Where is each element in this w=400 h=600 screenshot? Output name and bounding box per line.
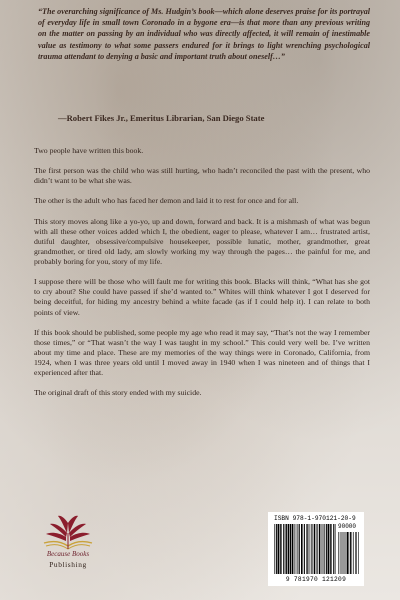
barcode-bar xyxy=(338,532,339,574)
barcode-bar xyxy=(358,532,359,574)
barcode-bar xyxy=(314,524,316,574)
barcode-bar xyxy=(331,524,332,574)
barcode-bar xyxy=(285,524,286,574)
barcode-bar xyxy=(323,524,324,574)
barcode-bar xyxy=(306,524,307,574)
paragraph-4: This story moves along like a yo-yo, up and down, forward and back. It is a mishmash of what was begun with all these other voices added which I, the obedient, eager to please, whatever I am… frustrated artist, dutiful daughter, obsessive/compulsive housekeeper, possible lunatic, mother, grandmother, great grandmother, or tired old lady, am slowly working my way through the pages… the painful for me, and probably boring for you, story of my life. xyxy=(34,216,370,267)
paragraph-7: The original draft of this story ended with my suicide. xyxy=(34,388,202,398)
barcode-bar xyxy=(307,524,308,574)
paragraph-3: The other is the adult who has faced her demon and laid it to rest for once and for all. xyxy=(34,196,299,206)
barcode-main-bars xyxy=(274,524,336,574)
price-code: 90000 xyxy=(338,523,357,530)
barcode-bar xyxy=(335,524,336,574)
paragraph-5: I suppose there will be those who will fault me for writing this book. Blacks will think, “What has she got to cry about? She could have passed if she’d wanted to.” Whites will think whatever I got I deserved for being deceitful, for hiding my ancestry behind a white facade (as if I could help it). I can relate to both points of view. xyxy=(34,277,370,317)
review-attribution: —Robert Fikes Jr., Emeritus Librarian, San Diego State xyxy=(58,113,265,123)
paragraph-6: If this book should be published, some people my age who read it may say, “That’s not the way I remember those times,” or “That wasn’t the way I was taught in my school.” This could very well be. I’ve written about my time and place. These are my memories of the way things were in Coronado, California, from 1924, when I was three years old until I moved away in 1940 when I was nineteen and of things that I experienced after that. xyxy=(34,327,370,378)
barcode-bar xyxy=(340,532,341,574)
barcode-bar xyxy=(355,532,356,574)
barcode-bar xyxy=(292,524,294,574)
review-blurb xyxy=(38,6,370,62)
paragraph-2: The first person was the child who was still hurting, who hadn’t reconciled the past with the present, who didn’t want to be what she was. xyxy=(34,166,370,186)
cover-body-text xyxy=(34,146,370,408)
barcode-bar xyxy=(278,524,280,574)
barcode-bar xyxy=(298,524,299,574)
isbn-number: ISBN 978-1-970121-20-9 xyxy=(274,515,356,522)
barcode-bar xyxy=(343,532,344,574)
barcode-bar xyxy=(276,524,277,574)
barcode-bar xyxy=(286,524,287,574)
barcode-bar xyxy=(281,524,282,574)
barcode-bar xyxy=(356,532,357,574)
ean-digits: 9 781970 121209 xyxy=(285,576,347,583)
barcode-bar xyxy=(326,524,327,574)
barcode-bar xyxy=(330,524,331,574)
barcode-bar xyxy=(310,524,311,574)
barcode-bar xyxy=(294,524,295,574)
barcode-bar xyxy=(296,524,297,574)
barcode-bar xyxy=(322,524,323,574)
publisher-subtitle: Publishing xyxy=(49,560,87,569)
barcode-bar xyxy=(301,524,303,574)
barcode-bar xyxy=(324,524,325,574)
barcode-bar xyxy=(352,532,353,574)
barcode-bar xyxy=(283,524,284,574)
barcode-bar xyxy=(311,524,312,574)
barcode-bar xyxy=(333,524,334,574)
barcode-bar xyxy=(288,524,290,574)
barcode-bar xyxy=(345,532,346,574)
barcode-bar xyxy=(319,524,321,574)
publisher-name: Because Books xyxy=(46,550,90,558)
barcode-bar xyxy=(346,532,347,574)
paragraph-1: Two people have written this book. xyxy=(34,146,144,155)
barcode-bar xyxy=(347,532,349,574)
barcode-bar xyxy=(353,532,354,574)
open-book-feather-icon xyxy=(36,515,100,579)
barcode-bar xyxy=(350,532,351,574)
barcode-bar xyxy=(280,524,281,574)
barcode-bar xyxy=(299,524,300,574)
barcode-bar xyxy=(304,524,305,574)
barcode-bar xyxy=(290,524,291,574)
barcode-bar xyxy=(274,524,275,574)
review-quote: “The overarching significance of Ms. Hudgin’s book—which alone deserves praise for its portrayal of everyday life in small town Coronado in a bygone era—is that more than any previous writing on the matter on passing by an individual who was directly affected, it will remain of inestimable value as testimony to what some passers endured for it brings to light wrenching psychological trauma attendant to denying a basic and important truth about oneself…” xyxy=(38,7,370,61)
barcode-bar xyxy=(317,524,318,574)
barcode-box xyxy=(268,512,364,586)
barcode-bar xyxy=(328,524,330,574)
barcode-bar xyxy=(342,532,343,574)
barcode-addon-bars xyxy=(338,532,360,574)
